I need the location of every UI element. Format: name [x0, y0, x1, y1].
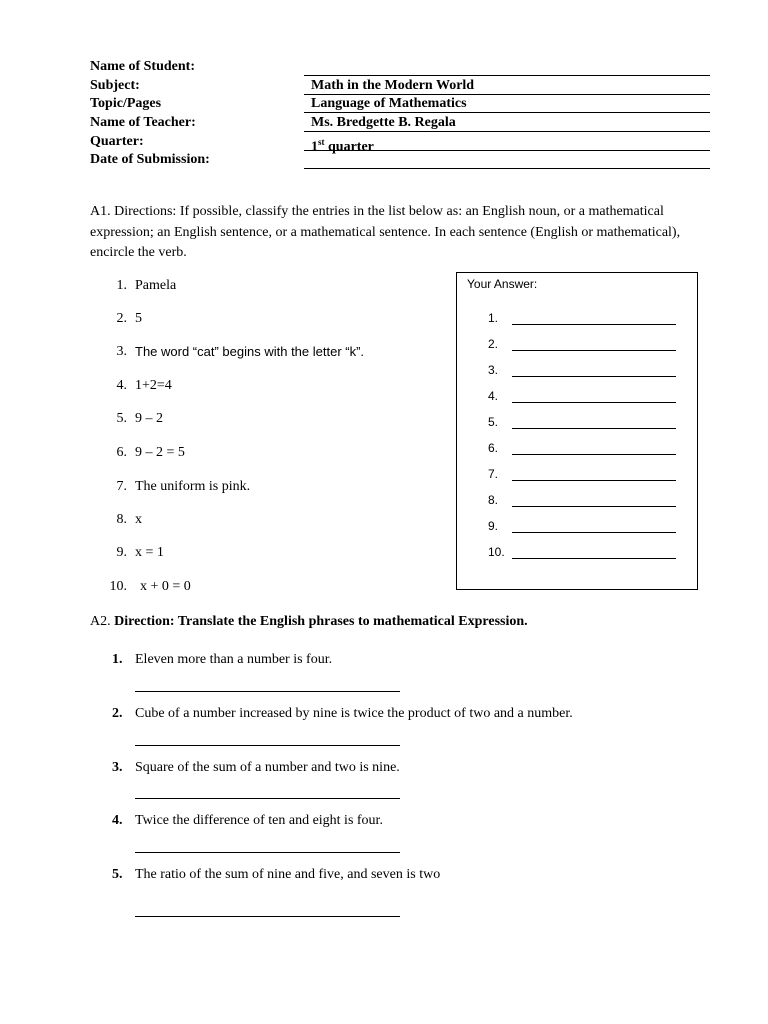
answer-row[interactable]: 4.	[457, 389, 697, 405]
a2-prefix: A2.	[90, 614, 115, 629]
field-line-date[interactable]	[304, 168, 710, 169]
answer-row[interactable]: 3.	[457, 363, 697, 379]
a2-direction: Direction: Translate the English phrases to mathematical Expression.	[114, 614, 528, 629]
field-line-student[interactable]	[304, 75, 710, 76]
label-subject: Subject:	[90, 78, 140, 93]
answer-line[interactable]	[135, 745, 400, 746]
answer-row[interactable]: 9.	[457, 519, 697, 535]
a1-directions: A1. Directions: If possible, classify the entries in the list below as: an English noun, or a mathematical expression; an English sentence, or a mathematical sentence. In each sentence (English or mathematical), encircle the verb.	[90, 204, 681, 260]
answer-row[interactable]: 8.	[457, 493, 697, 509]
answer-row[interactable]: 1.	[457, 311, 697, 327]
label-quarter: Quarter:	[90, 134, 144, 149]
answer-row[interactable]: 2.	[457, 337, 697, 353]
answer-line[interactable]	[135, 798, 400, 799]
quarter-ordinal: st	[318, 137, 325, 147]
answer-box-title: Your Answer:	[467, 277, 538, 291]
value-subject: Math in the Modern World	[311, 78, 475, 93]
field-line-teacher[interactable]	[304, 131, 710, 132]
answer-row[interactable]: 6.	[457, 441, 697, 457]
value-quarter	[311, 133, 374, 157]
answer-line[interactable]	[135, 852, 400, 853]
value-topic: Language of Mathematics	[311, 96, 467, 111]
field-line-quarter[interactable]	[304, 150, 710, 151]
answer-line[interactable]	[135, 916, 400, 917]
label-student-name: Name of Student:	[90, 59, 195, 74]
quarter-number: 1	[311, 139, 318, 155]
answer-row[interactable]: 5.	[457, 415, 697, 431]
label-topic: Topic/Pages	[90, 96, 162, 111]
field-line-topic[interactable]	[304, 112, 710, 113]
label-date: Date of Submission:	[90, 152, 210, 167]
quarter-word: quarter	[324, 139, 374, 155]
answer-row[interactable]: 7.	[457, 467, 697, 483]
label-teacher: Name of Teacher:	[90, 115, 196, 130]
answer-row[interactable]: 10.	[457, 545, 697, 561]
value-teacher: Ms. Bredgette B. Regala	[311, 115, 456, 130]
a2-heading	[90, 612, 690, 633]
answer-line[interactable]	[135, 691, 400, 692]
answer-box	[456, 272, 698, 590]
